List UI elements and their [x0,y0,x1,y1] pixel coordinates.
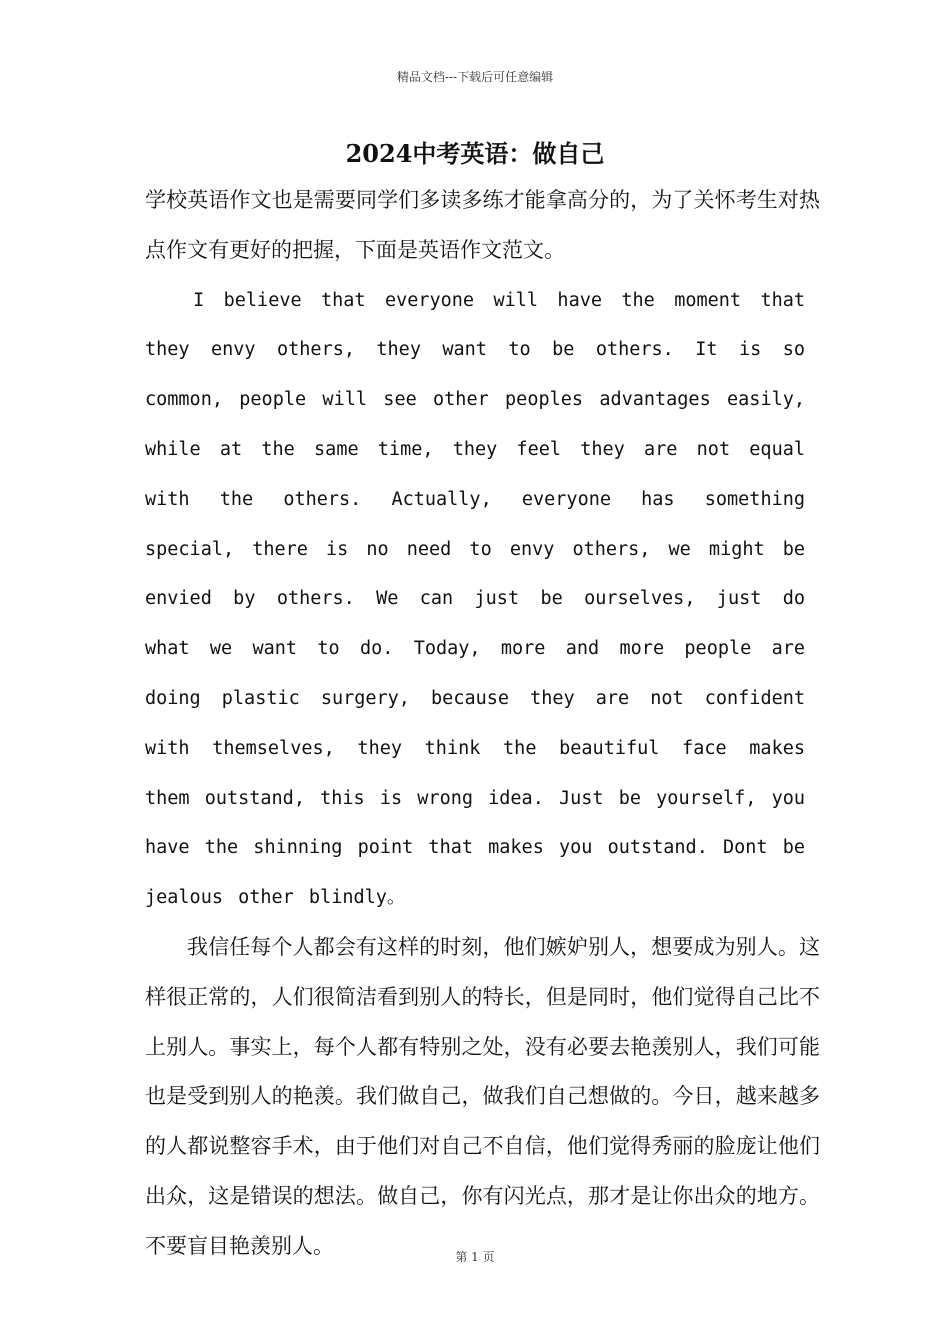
english-essay-paragraph: I believe that everyone will have the moment that they envy others, they want to be others. It is so common, people will see other peoples advantages easily, while at the same time, they feel they are not equal with the others. Actually, everyone has something special, there is no need to envy others, we might be envied by others. We can just be ourselves, just do what we want to do. Today, more and more people are doing plastic surgery, because they are not confident with themselves, they think the beautiful face makes them outstand, this is wrong idea. Just be yourself, you have the shinning point that makes you outstand. Dont be jealous other blindly。 [145,289,805,909]
document-body [145,176,820,1272]
chinese-translation-paragraph: 我信任每个人都会有这样的时刻，他们嫉妒别人，想要成为别人。这样很正常的，人们很简洁看到别人的特长，但是同时，他们觉得自己比不上别人。事实上，每个人都有特别之处，没有必要去艳羡别人，我们可能也是受到别人的艳羡。我们做自己，做我们自己想做的。今日，越来越多的人都说整容手术，由于他们对自己不自信，他们觉得秀丽的脸庞让他们出众，这是错误的想法。做自己，你有闪光点，那才是让你出众的地方。不要盲目艳羡别人。 [145,934,820,1258]
page-number: 第 1 页 [455,1250,495,1264]
intro-paragraph: 学校英语作文也是需要同学们多读多练才能拿高分的，为了关怀考生对热点作文有更好的把握，下面是英语作文范文。 [145,188,820,262]
page-header: 精品文档---下载后可任意编辑 [396,70,554,84]
document-title: 2024中考英语：做自己 [345,139,605,168]
